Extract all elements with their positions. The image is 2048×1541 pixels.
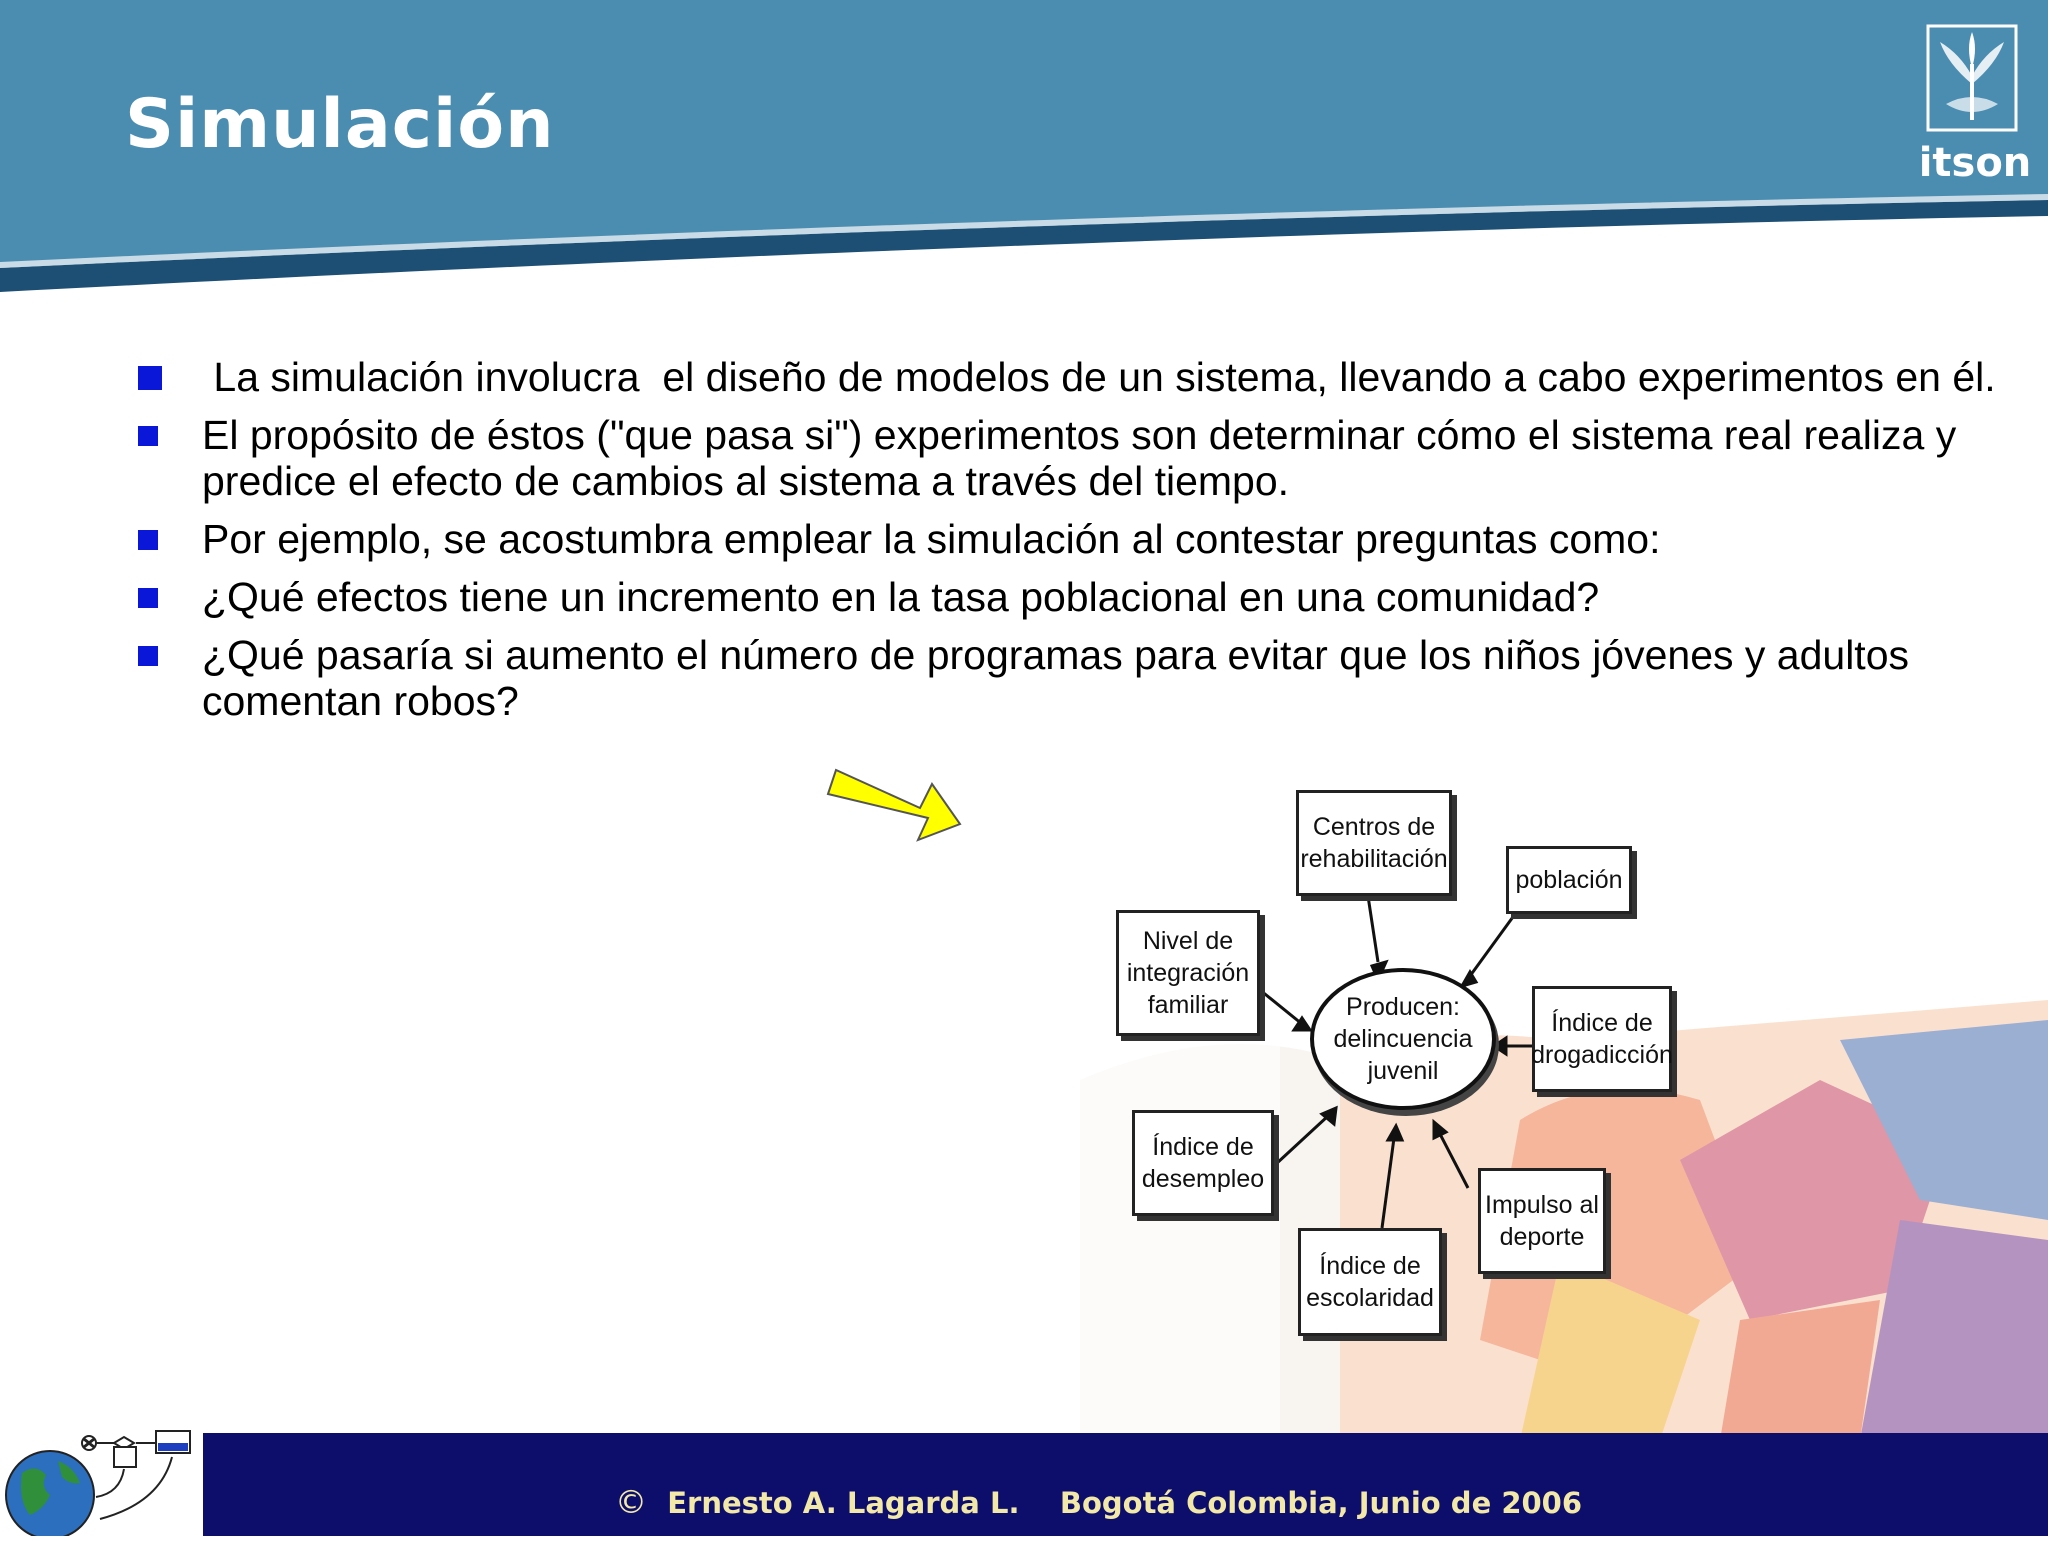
list-item	[130, 574, 2010, 620]
itson-logo-icon	[1926, 24, 2018, 132]
diagram-box-drogadiccion: Índice de drogadicción	[1532, 986, 1672, 1092]
footer-text	[615, 1483, 1582, 1521]
list-item	[130, 516, 2010, 562]
bullet-square-icon	[138, 530, 158, 550]
bullet-text: ¿Qué efectos tiene un incremento en la tasa poblacional en una comunidad?	[202, 574, 1600, 620]
slide-title: Simulación	[125, 85, 555, 164]
diagram-box-deporte: Impulso al deporte	[1478, 1168, 1606, 1274]
diagram-center-node: Producen: delincuencia juvenil	[1310, 968, 1496, 1110]
bullet-square-icon	[138, 588, 158, 608]
footer-author: Ernesto A. Lagarda L.	[667, 1486, 1020, 1520]
copyright-symbol: ©	[615, 1483, 647, 1521]
diagram-box-desempleo: Índice de desempleo	[1132, 1110, 1274, 1216]
diagram-box-centros: Centros de rehabilitación	[1296, 790, 1452, 896]
footer-place-date: Bogotá Colombia, Junio de 2006	[1059, 1486, 1583, 1520]
yellow-arrow-icon	[828, 770, 960, 840]
diagram-box-poblacion: población	[1506, 846, 1632, 914]
arrow-centros	[1368, 896, 1378, 962]
diagram-box-escolaridad: Índice de escolaridad	[1298, 1228, 1442, 1336]
logo-text: itson	[1918, 140, 2032, 186]
bullet-square-icon	[138, 426, 158, 446]
list-item	[130, 412, 2010, 504]
bullet-text: El propósito de éstos ("que pasa si") experimentos son determinar cómo el sistema real realiza y predice el efecto de cambios al sistema a través del tiempo.	[202, 412, 1957, 504]
bullet-square-icon	[138, 646, 158, 666]
list-item	[130, 632, 2010, 724]
bullet-square-icon	[138, 366, 162, 390]
system-dynamics-globe-icon	[0, 1423, 203, 1536]
bullet-text: La simulación involucra el diseño de modelos de un sistema, llevando a cabo experimentos en él.	[202, 354, 1996, 400]
bullet-text: Por ejemplo, se acostumbra emplear la simulación al contestar preguntas como:	[202, 516, 1661, 562]
diagram-box-nivel: Nivel de integración familiar	[1116, 910, 1260, 1036]
list-item	[130, 354, 2010, 400]
bullet-text: ¿Qué pasaría si aumento el número de programas para evitar que los niños jóvenes y adultos comentan robos?	[202, 632, 1910, 724]
bullet-list	[130, 354, 2010, 736]
